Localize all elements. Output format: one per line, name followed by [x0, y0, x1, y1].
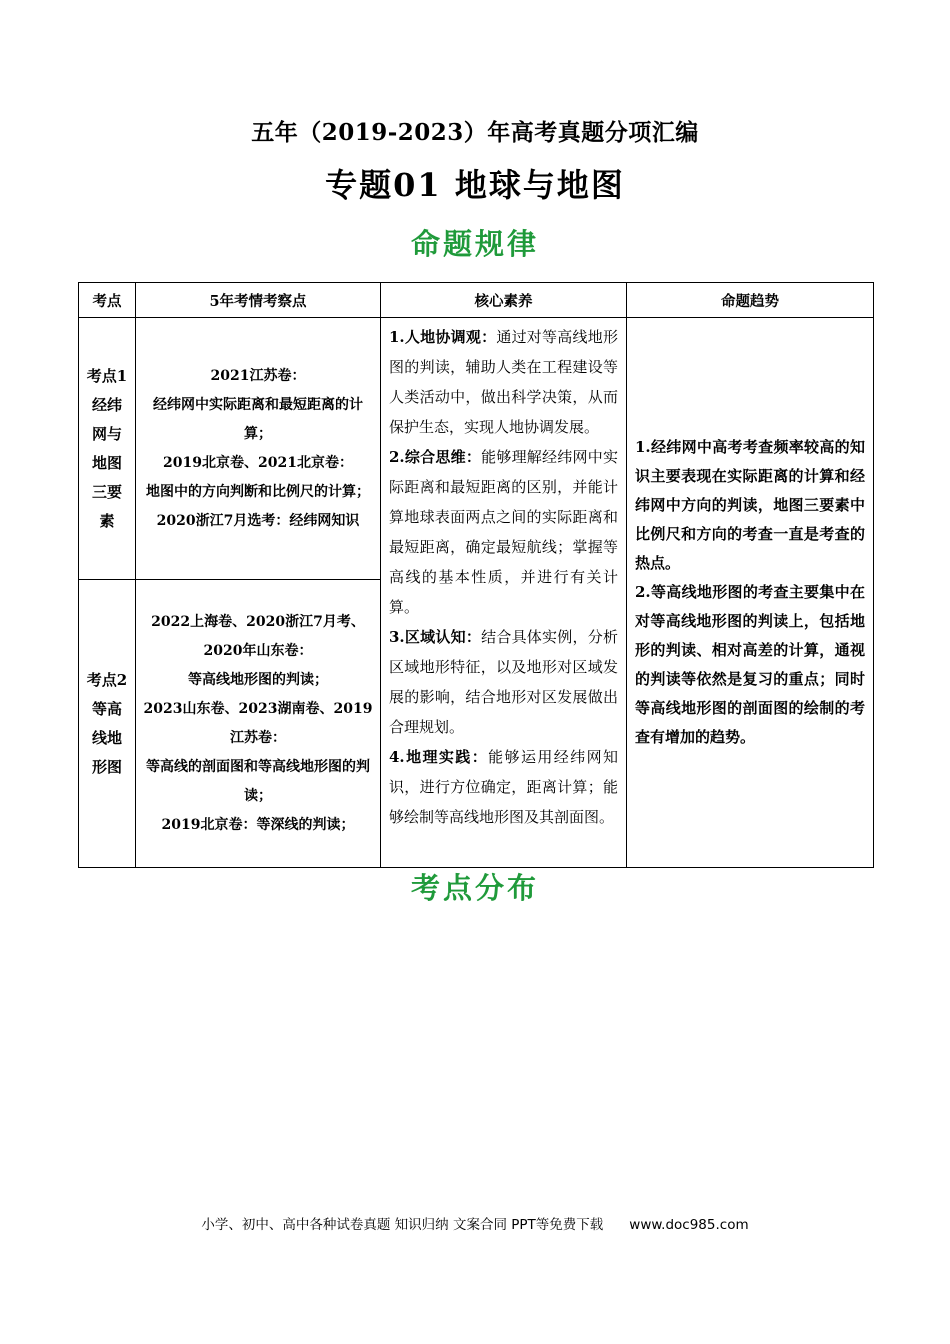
document-title: 五年（2019-2023）年高考真题分项汇编: [251, 119, 699, 146]
document-subtitle: 专题01 地球与地图: [325, 166, 625, 204]
core-literacy-cell: [381, 318, 627, 868]
exam-line: 2023山东卷、2023湖南卷、2019江苏卷：: [143, 700, 373, 746]
exam-line: 2021江苏卷：: [210, 367, 306, 384]
footer-text: 小学、初中、高中各种试卷真题 知识归纳 文案合同 PPT等免费下载: [201, 1217, 604, 1233]
exam-point-cell: 考点1经纬网与地图三要素: [79, 318, 136, 580]
core-item-label: 4.地理实践：: [389, 748, 489, 766]
core-item: [389, 442, 618, 622]
exam-line: 2019北京卷、2021北京卷：: [163, 454, 353, 471]
table-row: [79, 318, 874, 580]
core-item-text: 能够理解经纬网中实际距离和最短距离的区别，并能计算地球表面两点之间的实际距离和最短距离，确定最短航线；掌握等高线的基本性质，并进行有关计算。: [389, 448, 618, 616]
core-item-label: 1.人地协调观：: [389, 328, 497, 346]
trend-item: 2.等高线地形图的考查主要集中在对等高线地形图的判读上，包括地形的判读、相对高差的计算，通视的判读等依然是复习的重点；同时等高线地形图的剖面图的绘制的考查有增加的趋势。: [635, 583, 865, 746]
header-cell: 核心素养: [381, 283, 627, 318]
exam-line: 2019北京卷：等深线的判读；: [161, 816, 355, 833]
exam-history-cell: [136, 318, 381, 580]
core-item-text: 能够运用经纬网知识，进行方位确定，距离计算；能够绘制等高线地形图及其剖面图。: [389, 748, 618, 826]
core-item: [389, 622, 618, 742]
footer-url[interactable]: www.doc985.com: [629, 1217, 749, 1233]
exam-line: 2020浙江7月选考：经纬网知识: [156, 512, 360, 529]
header-cell: 命题趋势: [627, 283, 874, 318]
core-item-text: 结合具体实例，分析区域地形特征，以及地形对区域发展的影响，结合地形对区发展做出合理规划。: [389, 628, 618, 736]
trend-item: 1.经纬网中高考考查频率较高的知识主要表现在实际距离的计算和经纬网中方向的判读，地图三要素中比例尺和方向的考查一直是考查的热点。: [635, 438, 865, 572]
trend-cell: [627, 318, 874, 868]
core-item-label: 2.综合思维：: [389, 448, 482, 466]
exam-line: 等高线的剖面图和等高线地形图的判读；: [146, 758, 370, 804]
section-heading-rules: 命题规律: [410, 227, 539, 261]
exam-line: 地图中的方向判断和比例尺的计算；: [146, 483, 370, 500]
header-cell: 5年考情考察点: [136, 283, 381, 318]
page-footer: [0, 1213, 950, 1233]
table-header-row: [79, 283, 874, 318]
exam-history-cell: [136, 580, 381, 868]
section-heading-distribution: 考点分布: [410, 871, 539, 905]
core-item-label: 3.区域认知：: [389, 628, 482, 646]
core-item-text: 通过对等高线地形图的判读，辅助人类在工程建设等人类活动中，做出科学决策，从而保护生态，实现人地协调发展。: [389, 328, 618, 436]
exam-line: 经纬网中实际距离和最短距离的计算；: [153, 396, 363, 442]
exam-point-cell: 考点2等高线地形图: [79, 580, 136, 868]
summary-table: [78, 282, 874, 868]
core-item: [389, 742, 618, 832]
header-cell: 考点: [79, 283, 136, 318]
core-item: [389, 322, 618, 442]
exam-line: 等高线地形图的判读；: [188, 671, 328, 688]
exam-line: 2022上海卷、2020浙江7月考、2020年山东卷：: [151, 613, 365, 659]
